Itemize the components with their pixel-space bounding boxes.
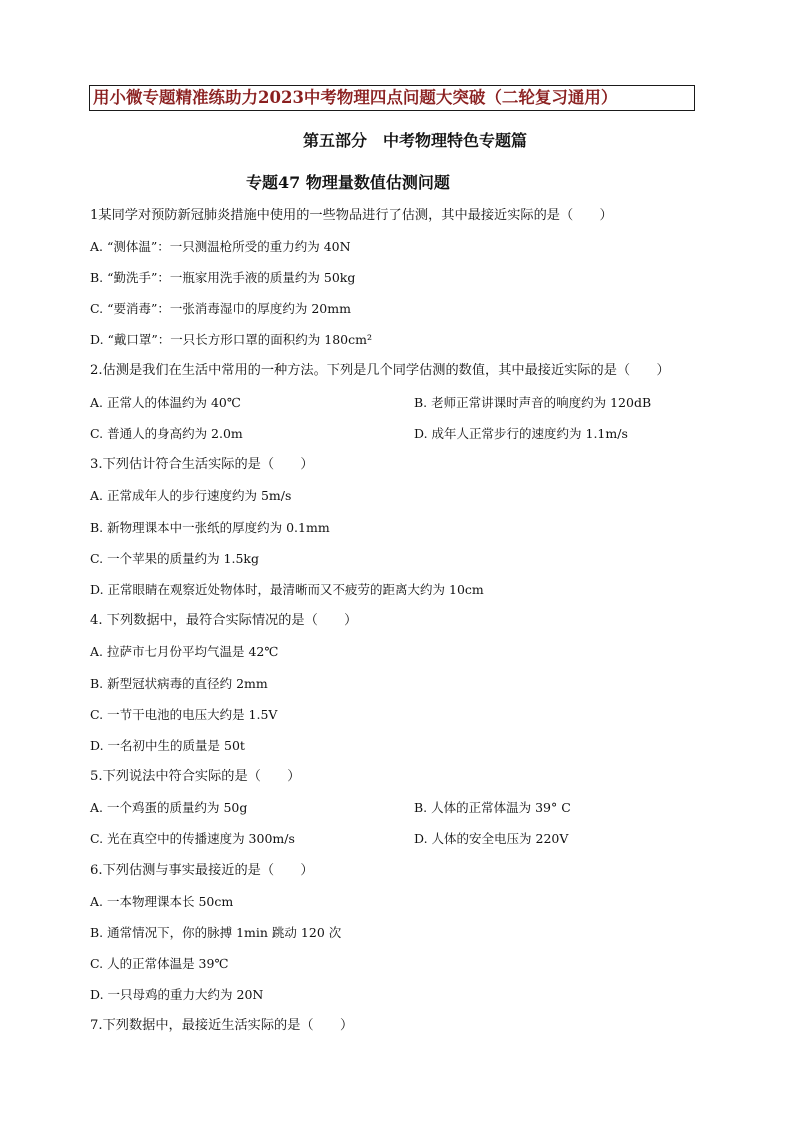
question-2-option-b: B. 老师正常讲课时声音的响度约为 120dB [414, 395, 652, 410]
question-2-stem: 2.估测是我们在生活中常用的一种方法。下列是几个同学估测的数值，其中最接近实际的是（ ） [90, 363, 670, 378]
question-4-option-b: B. 新型冠状病毒的直径约 2mm [90, 676, 268, 691]
question-4-option-c: C. 一节干电池的电压大约是 1.5V [90, 707, 278, 722]
topic-title: 专题47 物理量数值估测问题 [246, 173, 450, 192]
question-3-stem: 3.下列估计符合生活实际的是（ ） [90, 457, 314, 472]
question-5-option-a: A. 一个鸡蛋的质量约为 50g [90, 800, 248, 815]
question-5-stem: 5.下列说法中符合实际的是（ ） [90, 769, 301, 784]
question-5-option-c: C. 光在真空中的传播速度为 300m/s [90, 831, 295, 846]
question-4-option-a: A. 拉萨市七月份平均气温是 42℃ [90, 644, 279, 659]
question-4-stem: 4. 下列数据中，最符合实际情况的是（ ） [90, 613, 358, 628]
question-3-option-d: D. 正常眼睛在观察近处物体时，最清晰而又不疲劳的距离大约为 10cm [90, 582, 484, 597]
question-2-option-d: D. 成年人正常步行的速度约为 1.1m/s [414, 426, 628, 441]
question-4-option-d: D. 一名初中生的质量是 50t [90, 738, 245, 753]
question-5-option-d: D. 人体的安全电压为 220V [414, 831, 569, 846]
question-1-option-d: D. “戴口罩”：一只长方形口罩的面积约为 180cm² [90, 332, 373, 347]
question-6-option-c: C. 人的正常体温是 39℃ [90, 956, 229, 971]
question-2-option-a: A. 正常人的体温约为 40℃ [90, 395, 241, 410]
question-6-option-d: D. 一只母鸡的重力大约为 20N [90, 987, 264, 1002]
question-6-option-a: A. 一本物理课本长 50cm [90, 894, 234, 909]
question-1-option-b: B. “勤洗手”：一瓶家用洗手液的质量约为 50kg [90, 270, 356, 285]
question-2-option-c: C. 普通人的身高约为 2.0m [90, 426, 243, 441]
document-banner: 用小微专题精准练助力2023中考物理四点问题大突破（二轮复习通用） [89, 85, 695, 111]
question-7-stem: 7.下列数据中，最接近生活实际的是（ ） [90, 1018, 354, 1033]
question-3-option-c: C. 一个苹果的质量约为 1.5kg [90, 551, 259, 566]
part-title: 第五部分 中考物理特色专题篇 [302, 131, 527, 150]
question-1-option-c: C. “要消毒”：一张消毒湿巾的厚度约为 20mm [90, 301, 351, 316]
question-3-option-a: A. 正常成年人的步行速度约为 5m/s [90, 488, 292, 503]
question-6-option-b: B. 通常情况下，你的脉搏 1min 跳动 120 次 [90, 925, 342, 940]
question-6-stem: 6.下列估测与事实最接近的是（ ） [90, 863, 314, 878]
question-1-option-a: A. “测体温”：一只测温枪所受的重力约为 40N [90, 239, 351, 254]
question-5-option-b: B. 人体的正常体温为 39° C [414, 800, 571, 815]
question-3-option-b: B. 新物理课本中一张纸的厚度约为 0.1mm [90, 520, 330, 535]
question-1-stem: 1某同学对预防新冠肺炎措施中使用的一些物品进行了估测，其中最接近实际的是（ ） [90, 208, 613, 223]
